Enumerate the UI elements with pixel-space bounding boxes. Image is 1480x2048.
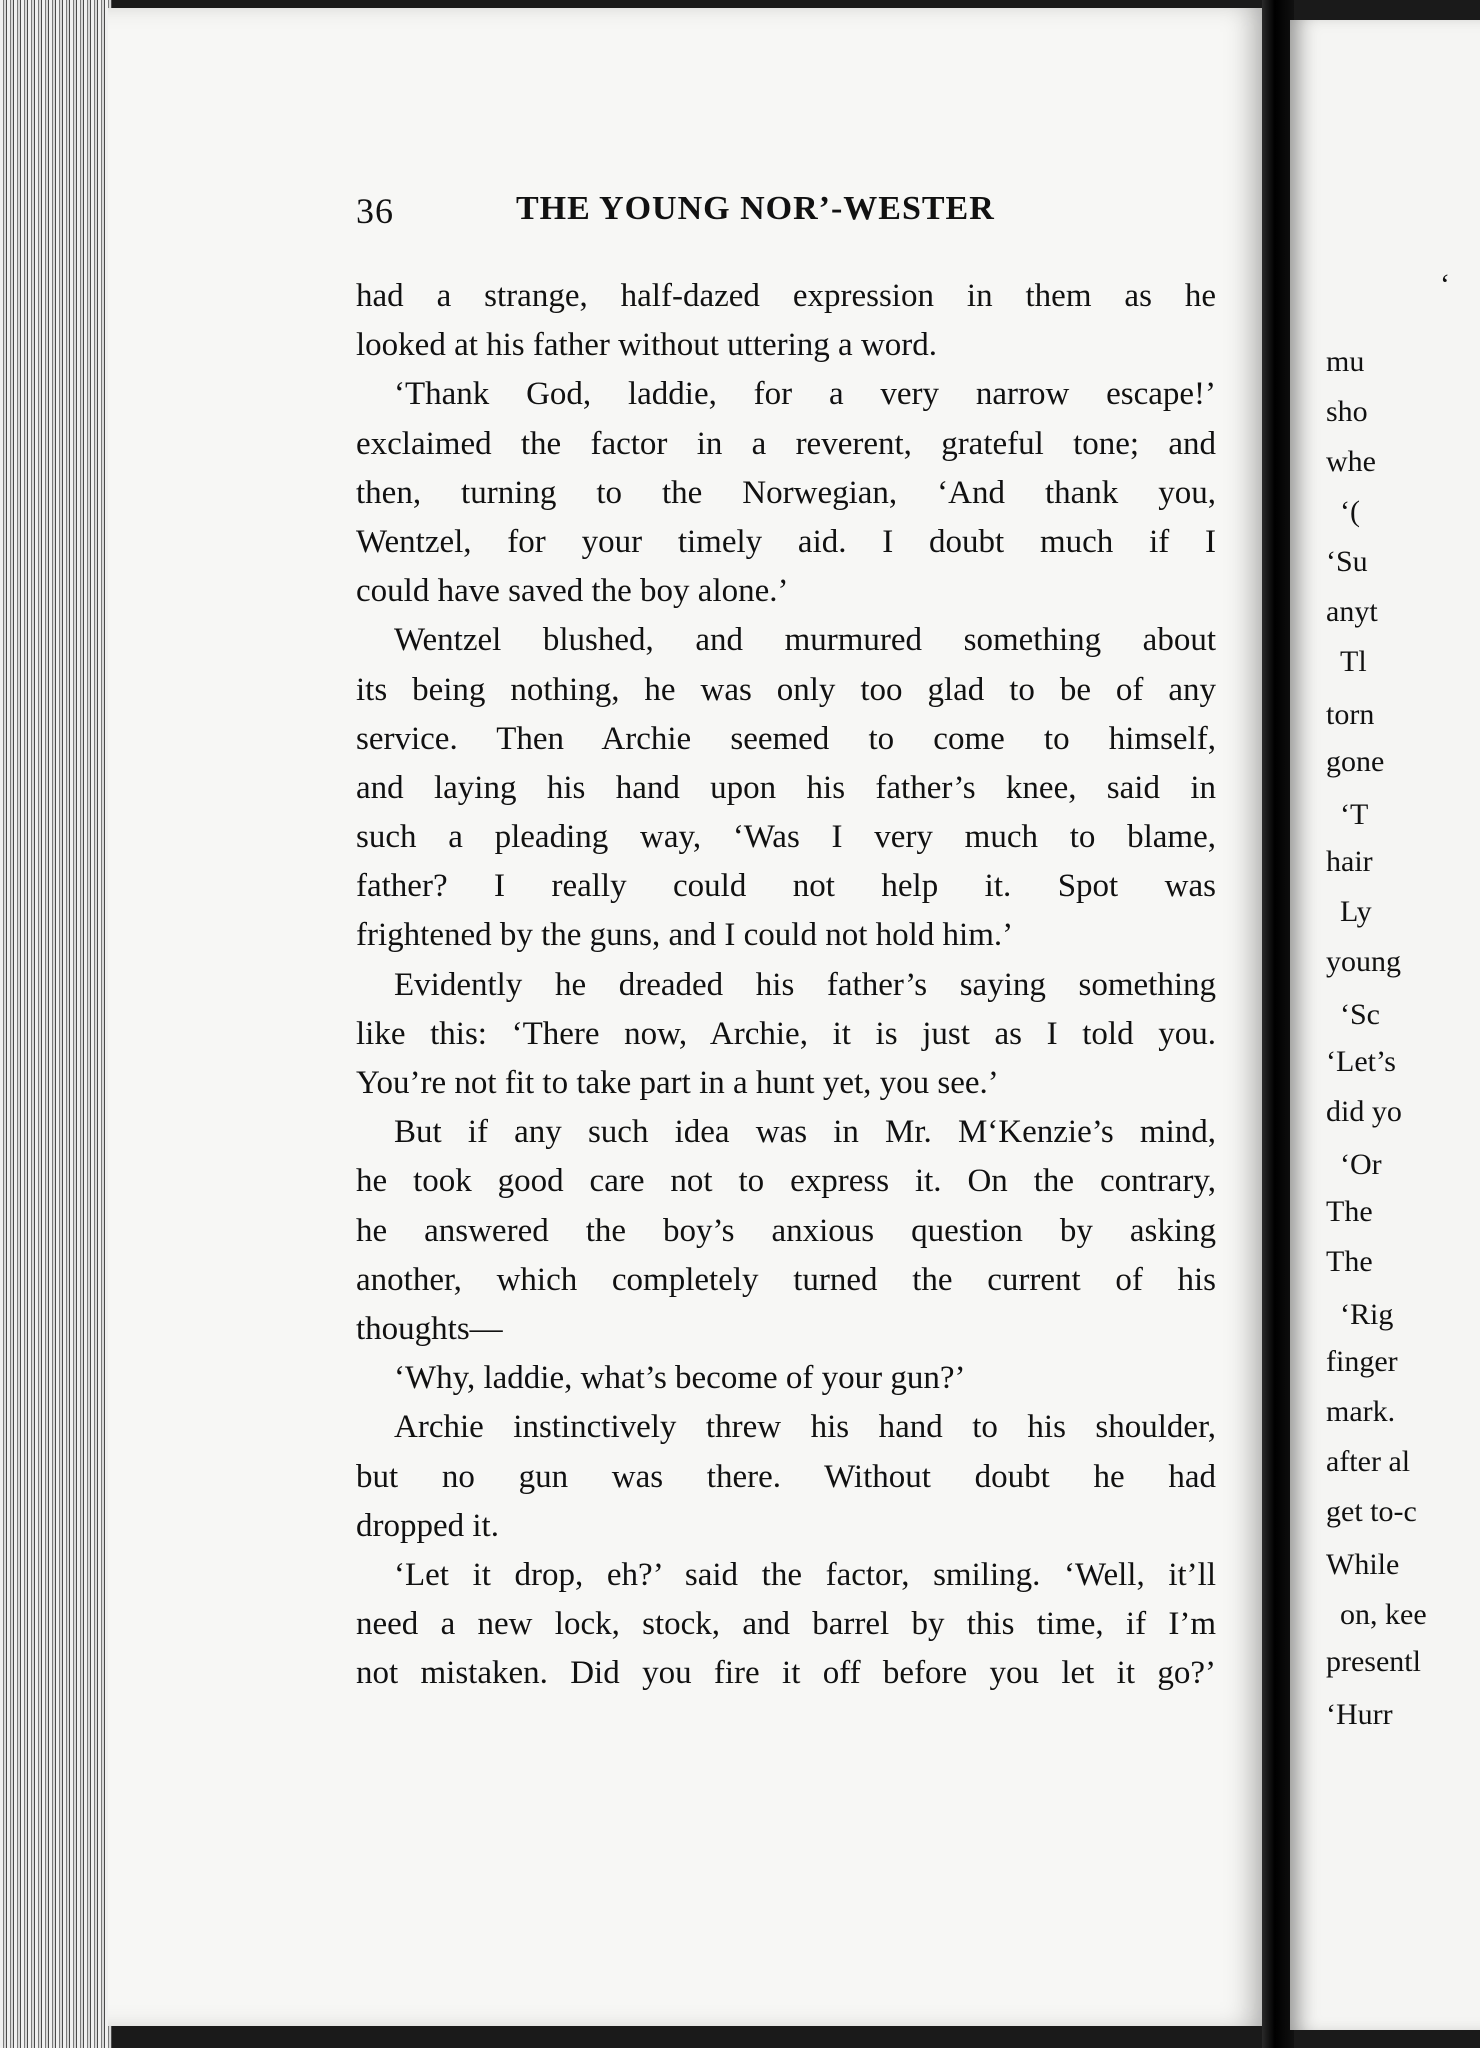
- text-line: could have saved the boy alone.’: [356, 573, 789, 610]
- text-line: then, turning to the Norwegian, ‘And thank you,: [356, 474, 1216, 511]
- text-line: Wentzel blushed, and murmured something about: [394, 622, 1216, 659]
- text-line: Archie instinctively threw his hand to his shoulder,: [394, 1409, 1216, 1446]
- text-line: service. Then Archie seemed to come to himself,: [356, 720, 1216, 757]
- right-page-fragment: sho: [1326, 395, 1368, 428]
- text-line: not mistaken. Did you fire it off before you let it go?’: [356, 1655, 1216, 1692]
- right-page-fragment: did yo: [1326, 1095, 1402, 1128]
- text-line: and laying his hand upon his father’s knee, said in: [356, 769, 1216, 806]
- right-page-fragment: Ly: [1340, 895, 1372, 928]
- right-page-fragment: hair: [1326, 845, 1373, 878]
- page-number: 36: [356, 191, 394, 231]
- text-line: ‘Let it drop, eh?’ said the factor, smiling. ‘Well, it’ll: [394, 1556, 1216, 1593]
- right-page-fragment: on, kee: [1340, 1598, 1427, 1631]
- right-page-fragment: The: [1326, 1195, 1373, 1228]
- right-page-fragment: anyt: [1326, 595, 1378, 628]
- right-page-fragment: gone: [1326, 745, 1385, 778]
- running-title: THE YOUNG NOR’-WESTER: [516, 190, 995, 227]
- text-line: dropped it.: [356, 1507, 499, 1544]
- text-line: had a strange, half-dazed expression in them as he: [356, 278, 1216, 314]
- text-line: Wentzel, for your timely aid. I doubt much if I: [356, 523, 1216, 560]
- right-page-fragment: mu: [1326, 345, 1365, 378]
- text-line: such a pleading way, ‘Was I very much to blame,: [356, 819, 1216, 856]
- right-page-fragment: ‘Let’s: [1326, 1045, 1396, 1078]
- right-page-fragment: The: [1326, 1245, 1373, 1278]
- right-page-fragment: get to-c: [1326, 1495, 1417, 1528]
- text-line: need a new lock, stock, and barrel by this time, if I’m: [356, 1606, 1216, 1643]
- right-page-fragment: While: [1326, 1548, 1400, 1581]
- text-line: Evidently he dreaded his father’s saying something: [394, 966, 1216, 1003]
- right-page-fragment: mark.: [1326, 1395, 1396, 1428]
- right-page-fragment: ‘(: [1340, 495, 1360, 528]
- right-page-fragment: ‘Su: [1326, 545, 1368, 578]
- body-text: [356, 272, 1216, 1698]
- right-page-fragment: ‘Sc: [1340, 998, 1380, 1031]
- text-line: exclaimed the factor in a reverent, grateful tone; and: [356, 425, 1216, 462]
- right-page-fragment: ‘Or: [1340, 1148, 1382, 1181]
- right-page-fragment: ‘: [1440, 268, 1450, 301]
- right-page-fragment: torn: [1326, 698, 1375, 731]
- right-page-fragment: ‘Hurr: [1326, 1698, 1393, 1731]
- text-line: but no gun was there. Without doubt he had: [356, 1458, 1216, 1495]
- text-line: ‘Thank God, laddie, for a very narrow escape!’: [394, 376, 1216, 413]
- text-line: he answered the boy’s anxious question by asking: [356, 1212, 1216, 1249]
- page-header: [356, 190, 1216, 240]
- text-line: But if any such idea was in Mr. M‘Kenzie’s mind,: [394, 1114, 1216, 1151]
- text-line: like this: ‘There now, Archie, it is just as I told you.: [356, 1015, 1216, 1052]
- right-page-fragment: presentl: [1326, 1645, 1421, 1678]
- text-line: You’re not fit to take part in a hunt yet, you see.’: [356, 1065, 999, 1101]
- right-page-fragment: young: [1326, 945, 1401, 978]
- text-line: frightened by the guns, and I could not hold him.’: [356, 917, 1014, 954]
- right-page-fragment: ‘T: [1340, 798, 1369, 831]
- text-line: looked at his father without uttering a word.: [356, 327, 938, 364]
- right-page-fragment: whe: [1326, 445, 1376, 478]
- right-page-fragment: finger: [1326, 1345, 1398, 1378]
- text-line: thoughts—: [356, 1310, 503, 1347]
- right-page-fragment: after al: [1326, 1445, 1411, 1478]
- text-line: ‘Why, laddie, what’s become of your gun?’: [394, 1360, 966, 1397]
- text-line: he took good care not to express it. On the contrary,: [356, 1163, 1216, 1200]
- text-line: father? I really could not help it. Spot was: [356, 868, 1216, 905]
- text-line: another, which completely turned the current of his: [356, 1261, 1216, 1298]
- right-page-fragment: ‘Rig: [1340, 1298, 1394, 1331]
- right-page: [1290, 20, 1480, 2030]
- right-page-fragment: Tl: [1340, 645, 1367, 678]
- text-line: its being nothing, he was only too glad to be of any: [356, 671, 1216, 708]
- page-edge-stack: [0, 0, 112, 2048]
